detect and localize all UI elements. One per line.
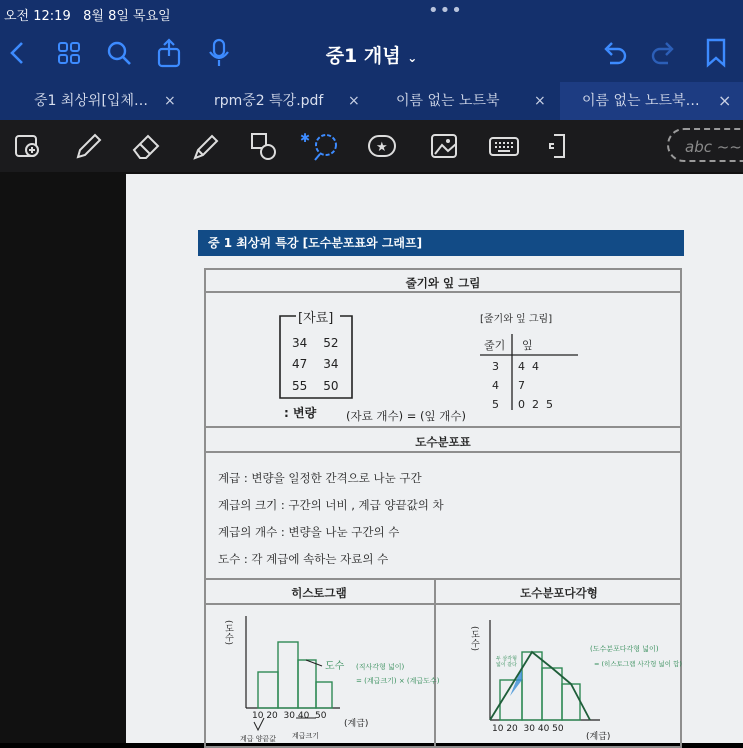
tab-2[interactable] bbox=[190, 82, 370, 120]
definition-line: 계급의 개수 : 변량을 나눈 구간의 수 bbox=[218, 525, 400, 539]
polygon-title: 도수분포다각형 bbox=[520, 586, 598, 600]
histogram-title: 히스토그램 bbox=[291, 586, 347, 600]
leaf-values: 4 4 bbox=[518, 360, 539, 373]
status-time: 오전 12:19 8월 8일 목요일 bbox=[4, 9, 171, 24]
polygon-ticks: 10 20 30 40 50 bbox=[492, 724, 564, 734]
tab-close-icon[interactable]: × bbox=[718, 91, 732, 110]
stem-value: 4 bbox=[492, 379, 499, 392]
polygon-y-label: (도수) bbox=[469, 626, 479, 652]
polygon-x-label: (계급) bbox=[586, 732, 611, 742]
histogram-area-note: (직사각형 넓이) bbox=[356, 663, 405, 671]
status-bar bbox=[0, 0, 743, 26]
plot-label: [줄기와 잎 그림] bbox=[480, 314, 553, 325]
data-row: 47 34 bbox=[292, 357, 339, 371]
tab-1[interactable] bbox=[0, 82, 190, 120]
chevron-down-icon: ⌄ bbox=[407, 51, 418, 65]
polygon-inner-note: 두 삼각형 넓이 같다 bbox=[496, 656, 517, 668]
multitask-dots-icon[interactable]: ••• bbox=[428, 0, 463, 21]
histogram-freq-note: 도수 bbox=[325, 661, 345, 672]
tab-label: 중1 최상위[입체… bbox=[34, 93, 148, 109]
variable-label: : 변량 bbox=[284, 406, 317, 420]
histogram-area-note: = (계급크기) × (계급도수) bbox=[356, 677, 440, 685]
zoom-box-icon[interactable] bbox=[12, 130, 44, 162]
lasso-bluetooth-icon[interactable] bbox=[300, 130, 344, 162]
divider bbox=[204, 603, 682, 605]
sticker-star-icon[interactable] bbox=[366, 130, 398, 162]
stem-value: 5 bbox=[492, 398, 499, 411]
definition-line: 계급의 크기 : 구간의 너비 , 계급 양끝값의 차 bbox=[218, 498, 444, 512]
tab-bar bbox=[0, 82, 743, 120]
histogram-below-note: 계급 양끝값 bbox=[240, 735, 277, 743]
leaf-values: 0 2 5 bbox=[518, 398, 553, 411]
data-row: 55 50 bbox=[292, 379, 339, 393]
tab-label: 이름 없는 노트북 bbox=[396, 93, 500, 109]
note-header: 중 1 최상위 특강 [도수분포표와 그래프] bbox=[198, 230, 684, 256]
stem-header: 줄기 bbox=[484, 339, 506, 352]
leaf-values: 7 bbox=[518, 379, 525, 392]
histogram-below-note: 계급크기 bbox=[292, 732, 320, 740]
definition-line: 도수 : 각 계급에 속하는 자료의 수 bbox=[218, 552, 389, 566]
tab-3[interactable] bbox=[370, 82, 560, 120]
element-icon[interactable] bbox=[544, 130, 576, 162]
tab-close-icon[interactable]: × bbox=[348, 93, 360, 109]
tab-label: rpm중2 특강.pdf bbox=[214, 93, 324, 109]
lasso-text-input[interactable]: abc ~~ bbox=[667, 128, 743, 162]
section-title: 도수분포표 bbox=[415, 435, 471, 449]
drawing-toolbar bbox=[0, 120, 743, 172]
tab-4[interactable] bbox=[560, 82, 743, 120]
highlighter-icon[interactable] bbox=[190, 130, 222, 162]
divider bbox=[204, 291, 682, 293]
divider bbox=[434, 578, 436, 748]
data-row: 34 52 bbox=[292, 336, 339, 350]
leaf-header: 잎 bbox=[522, 339, 533, 352]
stem-value: 3 bbox=[492, 360, 499, 373]
histogram-x-label: (계급) bbox=[344, 719, 369, 729]
histogram-y-label: (도수) bbox=[223, 620, 233, 646]
shapes-icon[interactable] bbox=[248, 130, 280, 162]
svg-text:★: ★ bbox=[376, 140, 388, 155]
definition-line: 계급 : 변량을 일정한 간격으로 나눈 구간 bbox=[218, 471, 422, 485]
document-title[interactable]: 중1 개념 ⌄ bbox=[325, 45, 418, 67]
data-label: [자료] bbox=[298, 311, 334, 326]
count-equation: (자료 개수) = (잎 개수) bbox=[346, 409, 466, 423]
polygon-area-note: = (히스토그램 사각형 넓이 합) bbox=[594, 660, 682, 668]
image-icon[interactable] bbox=[428, 130, 460, 162]
pen-icon[interactable] bbox=[72, 130, 104, 162]
divider bbox=[204, 451, 682, 453]
keyboard-icon[interactable] bbox=[488, 130, 520, 162]
tab-close-icon[interactable]: × bbox=[534, 93, 546, 109]
tab-close-icon[interactable]: × bbox=[164, 93, 176, 109]
tab-label: 이름 없는 노트북… bbox=[582, 93, 700, 109]
polygon-area-note: (도수분포다각형 넓이) bbox=[590, 645, 659, 653]
svg-text:✱: ✱ bbox=[300, 131, 311, 145]
histogram-ticks: 10 20 30 40 50 bbox=[252, 711, 327, 721]
eraser-icon[interactable] bbox=[130, 130, 162, 162]
section-title: 줄기와 잎 그림 bbox=[405, 276, 481, 290]
